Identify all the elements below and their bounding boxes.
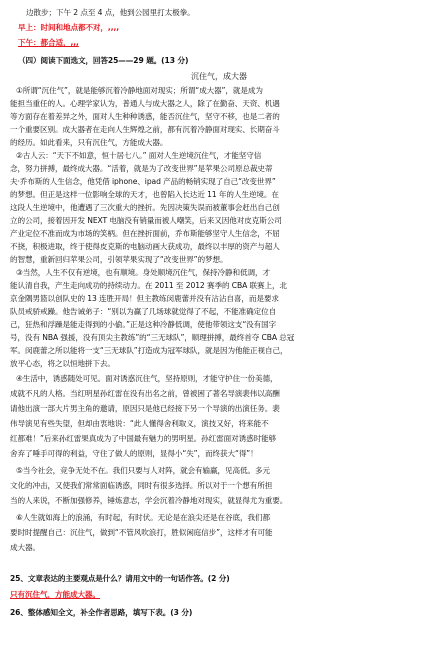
paragraph-line: ①所谓“沉住气”，就是能够沉着冷静地面对现实；所谓“成大器”，就是成为 bbox=[16, 86, 263, 95]
paragraph-line: 舍弃了唾手可得的利益，守住了做人的原则，显得小“失”，而终获大“得”！ bbox=[10, 449, 258, 458]
paragraph-line: 红都难！”后来孙红雷果真成为了中国最有魅力的男明星。孙红雷面对诱惑时能够 bbox=[10, 434, 277, 443]
paragraph-line: 成就不凡的人格。当红明星孙红雷在没有出名之前，曾被困了著名导演裴伟以高酬 bbox=[10, 389, 280, 398]
paragraph-line: 队员戒骄戒躁。他告诫弟子：“别以为赢了几场球就觉得了不起，不能准确定位自 bbox=[10, 307, 277, 316]
paragraph-line: 军。闵鹿蕾之所以能将一支“三无球队”打造成为冠军球队，就是因为他能正视自己， bbox=[10, 346, 288, 355]
paragraph-line: 的梦想。但正是这样一位影响全球的天才，也曾陷入长达近 11 年的人生逆境。在 bbox=[10, 190, 279, 199]
paragraph-line: 产业定位不准而成为市场的笑柄。但在挫折面前，乔布斯能够坚守人生信念，不屈 bbox=[10, 229, 280, 238]
paragraph-line: 夫·乔布斯的人生信念，他凭借 iphone、ipad 产品的畅销实现了自己“改变世界” bbox=[10, 177, 276, 186]
paragraph-line: 号，没有 NBA 强援，没有顶尖主教练”的“三无球队”，顺理拼搏，最终首夺 CBA 总冠 bbox=[10, 333, 295, 342]
paragraph-line: ⑥人生就如海上的浪涌，有时起，有时伏。无论是在浪尖还是在谷底，我们都 bbox=[16, 513, 270, 522]
paragraph-line: 念，努力拼搏，最终成大器。“活着，就是为了改变世界”是苹果公司原总裁史蒂 bbox=[10, 164, 273, 173]
paragraph-line: 一个重要区别。成大器者在走向人生辉煌之前，都有沉着冷静面对现实、长期奋斗 bbox=[10, 125, 280, 134]
section-heading: （四）阅读下面选文，回答25——29 题。(13 分) bbox=[18, 56, 189, 65]
paragraph-line: ②古人云：“天下不如意，恒十居七八。” 面对人生逆境沉住气，才能坚守信 bbox=[16, 151, 262, 160]
paragraph-line: 己，狂热和浮躁是能走得到的小偷。”正是这种冷静低调，使他带领这支“没有国字 bbox=[10, 320, 277, 329]
paragraph-line: 立的公司，接着因开发 NEXT 电脑没有销量而被人嘲笑，后来又因他对皮克斯公司 bbox=[10, 216, 282, 225]
paragraph-line: 伟导演见有些失望，但却由衷地说：“此人懂得舍利取义，演技又好，将来能不 bbox=[10, 419, 269, 428]
paragraph-line: 不挠，积极进取，终于使得皮克斯的电脑动画大获成功，最终以丰厚的资产与超人 bbox=[10, 242, 280, 251]
question-25: 25、文章表达的主要观点是什么？请用文中的一句话作答。(2 分) bbox=[10, 574, 230, 583]
paragraph-line: 京金隅男篮以创队史的 13 连胜开局！但主教练闵鹿蕾并没有沾沾自喜，而是要求 bbox=[10, 294, 279, 303]
paragraph-line: 的智慧，重新回归苹果公司，引领苹果实现了“改变世界”的梦想。 bbox=[10, 255, 228, 264]
question-26: 26、整体感知全文，补全作者思路，填写下表。(3 分) bbox=[10, 608, 193, 617]
paragraph-line: 文化的冲击，又使我们常常面临诱惑，同时有很多选择。所以对于一个想有所担 bbox=[10, 481, 273, 490]
paragraph-line: ⑤当今社会，竞争无处不在。我们只要与人对阵，就会有输赢，见高低。多元 bbox=[16, 466, 270, 475]
paragraph-line: 要时时提醒自己：沉住气，做到“不管风吹浪打，胜似闲庭信步”，这样才有可能 bbox=[10, 528, 273, 537]
paragraph-line: 这段人生逆境中，他遭遇了三次重大的挫折。先因决策失误而被董事会赶出自己创 bbox=[10, 203, 280, 212]
intro-line: 边散步；下午 2 点至 4 点，他到公园里打太极拳。 bbox=[26, 8, 195, 17]
paragraph-line: 成大器。 bbox=[10, 543, 40, 552]
paragraph-line: 请他出演一部大片男主角的邀请，原因只是他已经接下另一个导演的出演任务。裴 bbox=[10, 404, 280, 413]
paragraph-line: ③当然，人生不仅有逆境，也有顺境。身处顺境沉住气，保持冷静和低调，才 bbox=[16, 268, 270, 277]
article-title: 沉住气，成大器 bbox=[191, 72, 247, 81]
paragraph-line: 放平心态，将之以恒地拼下去。 bbox=[10, 359, 115, 368]
paragraph-line: 等方面存在着差异之外，面对人生种种诱惑，能否沉住气，坚守不移，也是二者的 bbox=[10, 112, 280, 121]
paragraph-line: 能认清自我，产生走向成功的持续动力。在 2011 至 2012 赛季的 CBA 联赛上，北 bbox=[10, 281, 287, 290]
question-25-answer: 只有沉住气，方能成大器。 bbox=[10, 590, 100, 599]
paragraph-line: 当的人来说，不断加强修养，锤炼意志，学会沉着冷静地对现实，就显得尤为重要。 bbox=[10, 496, 288, 505]
paragraph-line: ④生活中，诱惑随处可见。面对诱惑沉住气，坚持原则，才能守护住一份美德， bbox=[16, 374, 278, 383]
answer-line-afternoon: 下午：都合适，,,, bbox=[18, 38, 79, 47]
paragraph-line: 能担当重任的人。心理学家认为，普通人与成大器之人，除了在勤奋、天资、机遇 bbox=[10, 99, 280, 108]
answer-line-morning: 早上：时间和地点都不对，,,,, bbox=[18, 23, 120, 32]
paragraph-line: 的经历。如此看来，只有沉住气，方能成大器。 bbox=[10, 138, 168, 147]
